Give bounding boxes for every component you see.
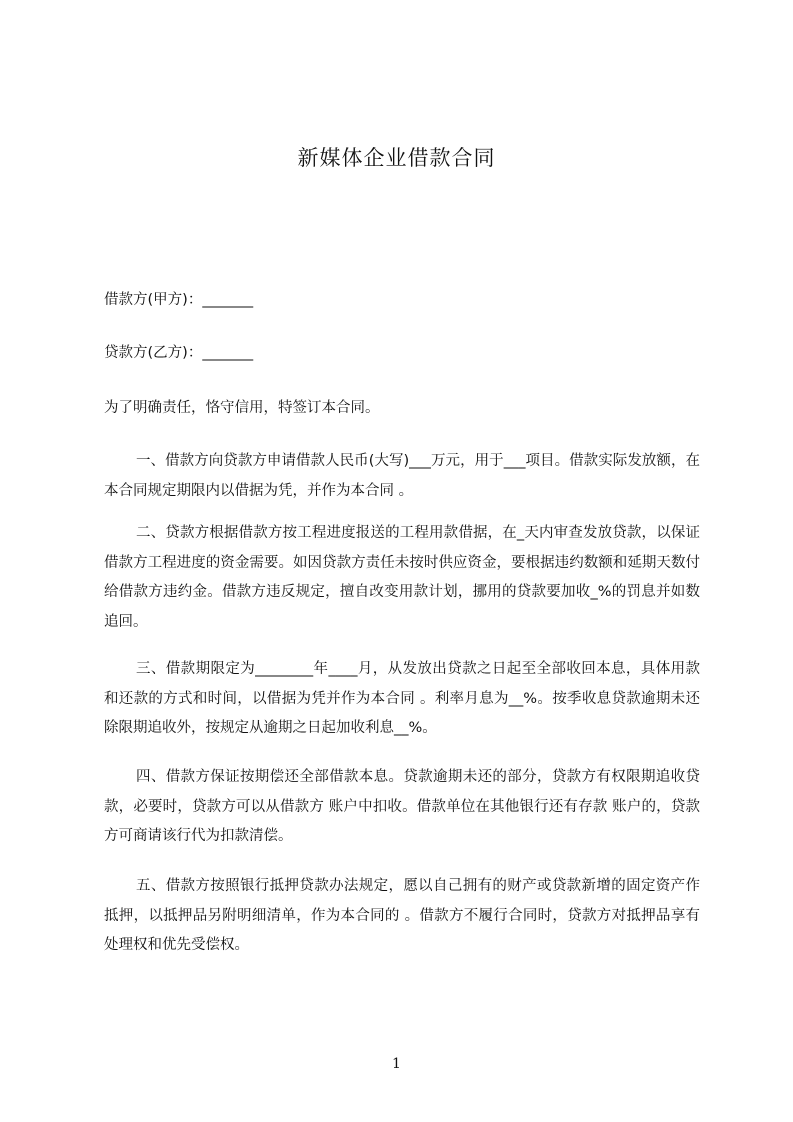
clause-5: 五、借款方按照银行抵押贷款办法规定，愿以自己拥有的财产或贷款新增的固定资产作抵押，以抵押品另附明细清单，作为本合同的 。借款方不履行合同时，贷款方对抵押品享有处理权和优先受偿权。	[104, 878, 700, 953]
clause-4: 四、借款方保证按期偿还全部借款本息。贷款逾期未还的部分，贷款方有权限期追收贷款，必要时，贷款方可以从借款方 账户中扣收。借款单位在其他银行还有存款 账户的，贷款方可商请该行代为扣款清偿。	[104, 769, 700, 844]
page-number: 1	[392, 1056, 401, 1072]
clause-2: 二、贷款方根据借款方按工程进度报送的工程用款借据，在_天内审查发放贷款，以保证借款方工程进度的资金需要。如因贷款方责任未按时供应资金，要根据违约数额和延期天数付给借款方违约金。借款方违反规定，擅自改变用款计划，挪用的贷款要加收_%的罚息并如数追回。	[104, 525, 700, 630]
clause-3: 三、借款期限定为________年____月，从发放出贷款之日起至全部收回本息，具体用款和还款的方式和时间，以借据为凭并作为本合同 。利率月息为__%。按季收息贷款逾期未还除限期追收外，按规定从逾期之日起加收利息__%。	[104, 661, 700, 736]
document-title: 新媒体企业借款合同	[297, 146, 496, 170]
party-a-line: 借款方(甲方)：_______	[104, 292, 254, 308]
preamble: 为了明确责任，恪守信用，特签订本合同。	[104, 400, 380, 416]
party-b-line: 贷款方(乙方)：_______	[104, 345, 254, 361]
clause-1: 一、借款方向贷款方申请借款人民币(大写)___万元，用于___项目。借款实际发放额，在本合同规定期限内以借据为凭，并作为本合同 。	[104, 453, 700, 499]
